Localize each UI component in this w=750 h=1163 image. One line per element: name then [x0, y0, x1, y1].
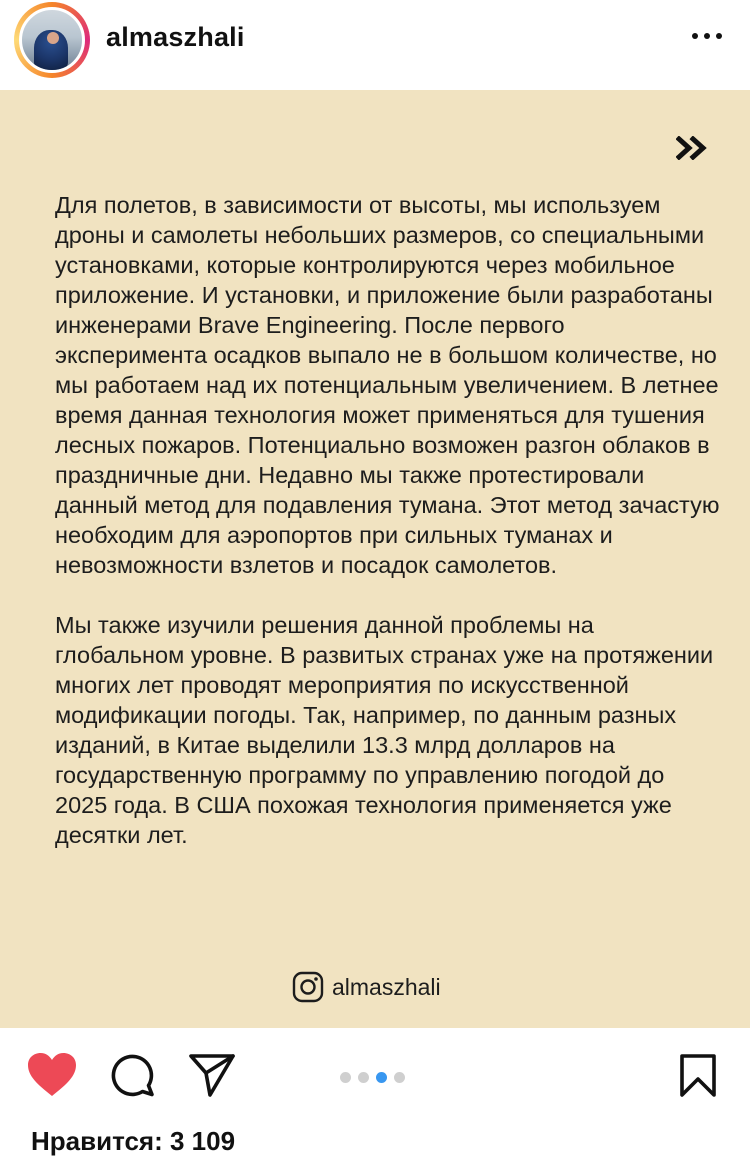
signature-handle: almaszhali [332, 973, 441, 1000]
more-options-icon[interactable] [692, 30, 722, 42]
username-link[interactable]: almaszhali [106, 22, 245, 52]
post-signature [292, 971, 441, 1003]
post-paragraph-1: Для полетов, в зависимости от высоты, мы используем дроны и самолеты небольших размеров, со специальными установками, которые контролируются через мобильное приложение. И установки, и приложение были разработаны инженерами Brave Engineering. После первого эксперимента осадков выпало не в большом количестве, но мы работаем над их потенциальным увеличением. В летнее время данная технология может применяться для тушения лесных пожаров. Потенциально возможен разгон облаков в праздничные дни. Недавно мы также протестировали данный метод для подавления тумана. Этот метод зачастую необходим для аэропортов при сильных туманах и невозможности взлетов и посадок самолетов. [55, 192, 720, 578]
bookmark-icon[interactable] [679, 1054, 717, 1098]
carousel-dot [394, 1072, 405, 1083]
post-header [0, 0, 750, 90]
comment-icon[interactable] [109, 1052, 155, 1098]
instagram-icon [292, 971, 324, 1003]
carousel-dot-active [376, 1072, 387, 1083]
more-dot [704, 33, 710, 39]
more-dot [716, 33, 722, 39]
more-dot [692, 33, 698, 39]
carousel-dot [340, 1072, 351, 1083]
carousel-indicator [340, 1072, 405, 1083]
post-paragraph-2: Мы также изучили решения данной проблемы на глобальном уровне. В развитых странах уже на протяжении многих лет проводят мероприятия по искусственной модификации погоды. Так, например, по данным разных изданий, в Китае выделили 13.3 млрд долларов на государственную программу по управлению погодой до 2025 года. В США похожая технология применяется уже десятки лет. [55, 612, 714, 848]
post-body-text [55, 190, 720, 850]
likes-count[interactable]: Нравится: 3 109 [31, 1126, 236, 1156]
paper-plane-icon[interactable] [188, 1052, 236, 1098]
carousel-dot [358, 1072, 369, 1083]
post-action-bar [0, 1028, 750, 1128]
double-chevron-right-icon [676, 136, 712, 160]
avatar[interactable] [19, 7, 85, 73]
avatar-story-ring[interactable] [14, 2, 90, 78]
post-image[interactable] [0, 90, 750, 1028]
avatar-face-shape [47, 32, 59, 44]
heart-filled-icon[interactable] [27, 1052, 77, 1098]
